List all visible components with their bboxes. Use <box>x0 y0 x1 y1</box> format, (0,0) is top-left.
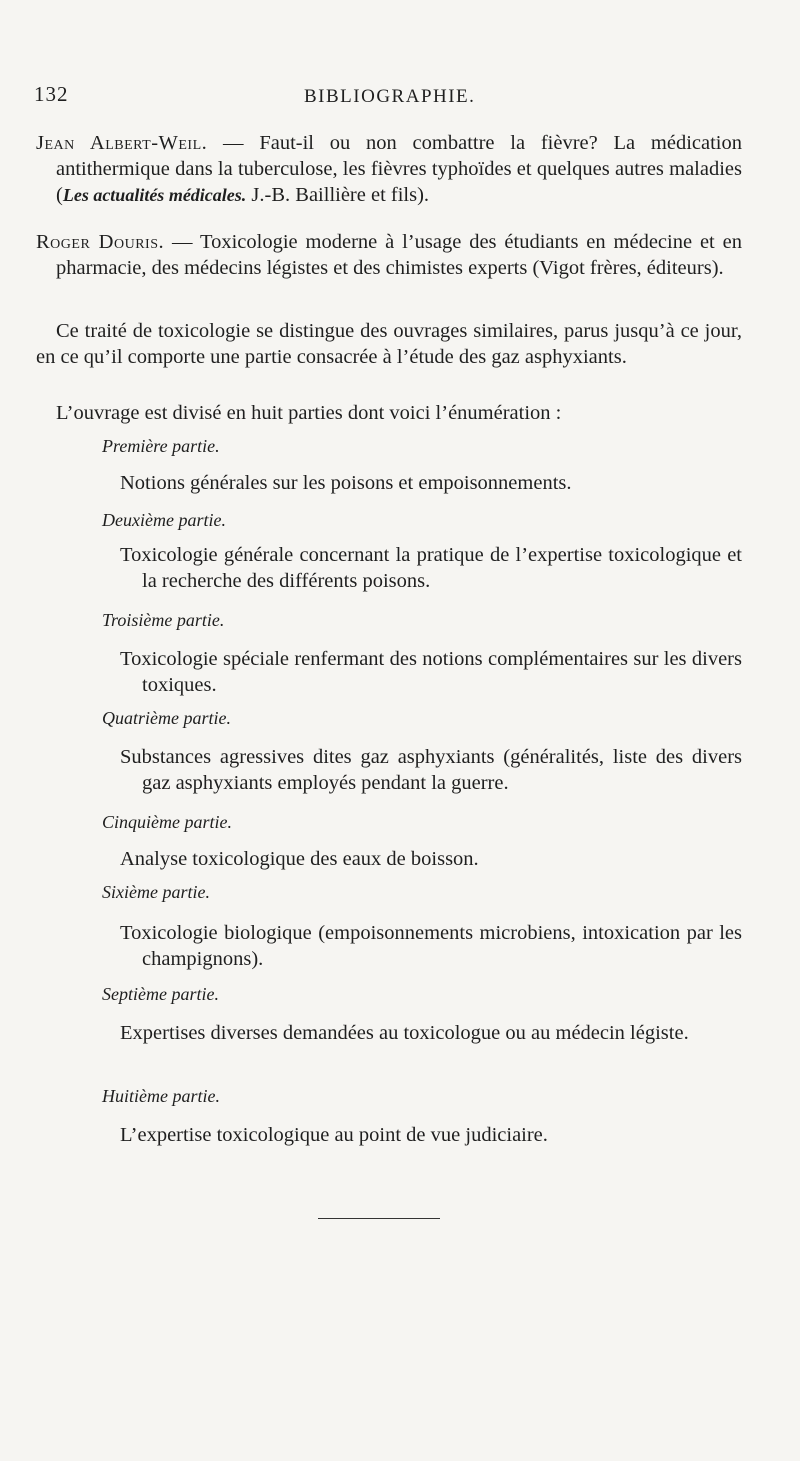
part-description: Notions générales sur les poisons et empoisonnements. <box>120 472 572 494</box>
part-heading: Deuxième partie. <box>102 510 226 530</box>
page-number: 132 <box>34 82 69 106</box>
bibliography-entry-albert-weil <box>36 130 742 208</box>
entry-text: — Toxicologie moderne à l’usage des étudiants en médecine et en pharmacie, des médecins légistes et des chimistes experts (Vigot frères, éditeurs). <box>56 231 742 279</box>
review-paragraph: L’ouvrage est divisé en huit parties dont voici l’énumération : <box>56 402 562 424</box>
part-heading: Cinquième partie. <box>102 812 232 832</box>
part-description: Toxicologie biologique (empoisonnements microbiens, intoxication par les champignons). <box>120 922 742 970</box>
part-heading: Troisième partie. <box>102 610 225 630</box>
part-heading: Huitième partie. <box>102 1086 220 1106</box>
part-description: Toxicologie générale concernant la pratique de l’expertise toxicologique et la recherche des différents poisons. <box>120 544 742 592</box>
entry-text: — Faut-il ou non combattre la fièvre? La médication antithermique dans la tuberculose, les fièvres typhoïdes et quelques autres maladies ( <box>56 132 743 206</box>
part-heading: Quatrième partie. <box>102 708 231 728</box>
bibliography-entry-douris <box>36 229 742 281</box>
part-description: Expertises diverses demandées au toxicologue ou au médecin légiste. <box>120 1022 689 1044</box>
review-paragraph: Ce traité de toxicologie se distingue des ouvrages similaires, parus jusqu’à ce jour, en ce qu’il comporte une partie consacrée à l’étude des gaz asphyxiants. <box>36 320 742 368</box>
part-heading: Sixième partie. <box>102 882 210 902</box>
part-description: L’expertise toxicologique au point de vue judiciaire. <box>120 1124 548 1146</box>
section-title: BIBLIOGRAPHIE. <box>304 86 476 107</box>
entry-author: Jean Albert-Weil. <box>36 132 208 154</box>
part-heading: Première partie. <box>102 436 220 456</box>
entry-series: Les actualités médicales. <box>62 185 247 205</box>
part-description: Toxicologie spéciale renfermant des notions complémentaires sur les divers toxiques. <box>120 648 742 696</box>
running-head <box>34 82 760 112</box>
part-description: Analyse toxicologique des eaux de boisson. <box>120 848 479 870</box>
entry-publisher: J.-B. Baillière et fils). <box>246 184 430 206</box>
entry-author: Roger Douris. <box>36 231 165 253</box>
part-description: Substances agressives dites gaz asphyxiants (généralités, liste des divers gaz asphyxiants employés pendant la guerre. <box>120 746 742 794</box>
part-heading: Septième partie. <box>102 984 219 1004</box>
end-rule <box>318 1218 440 1219</box>
